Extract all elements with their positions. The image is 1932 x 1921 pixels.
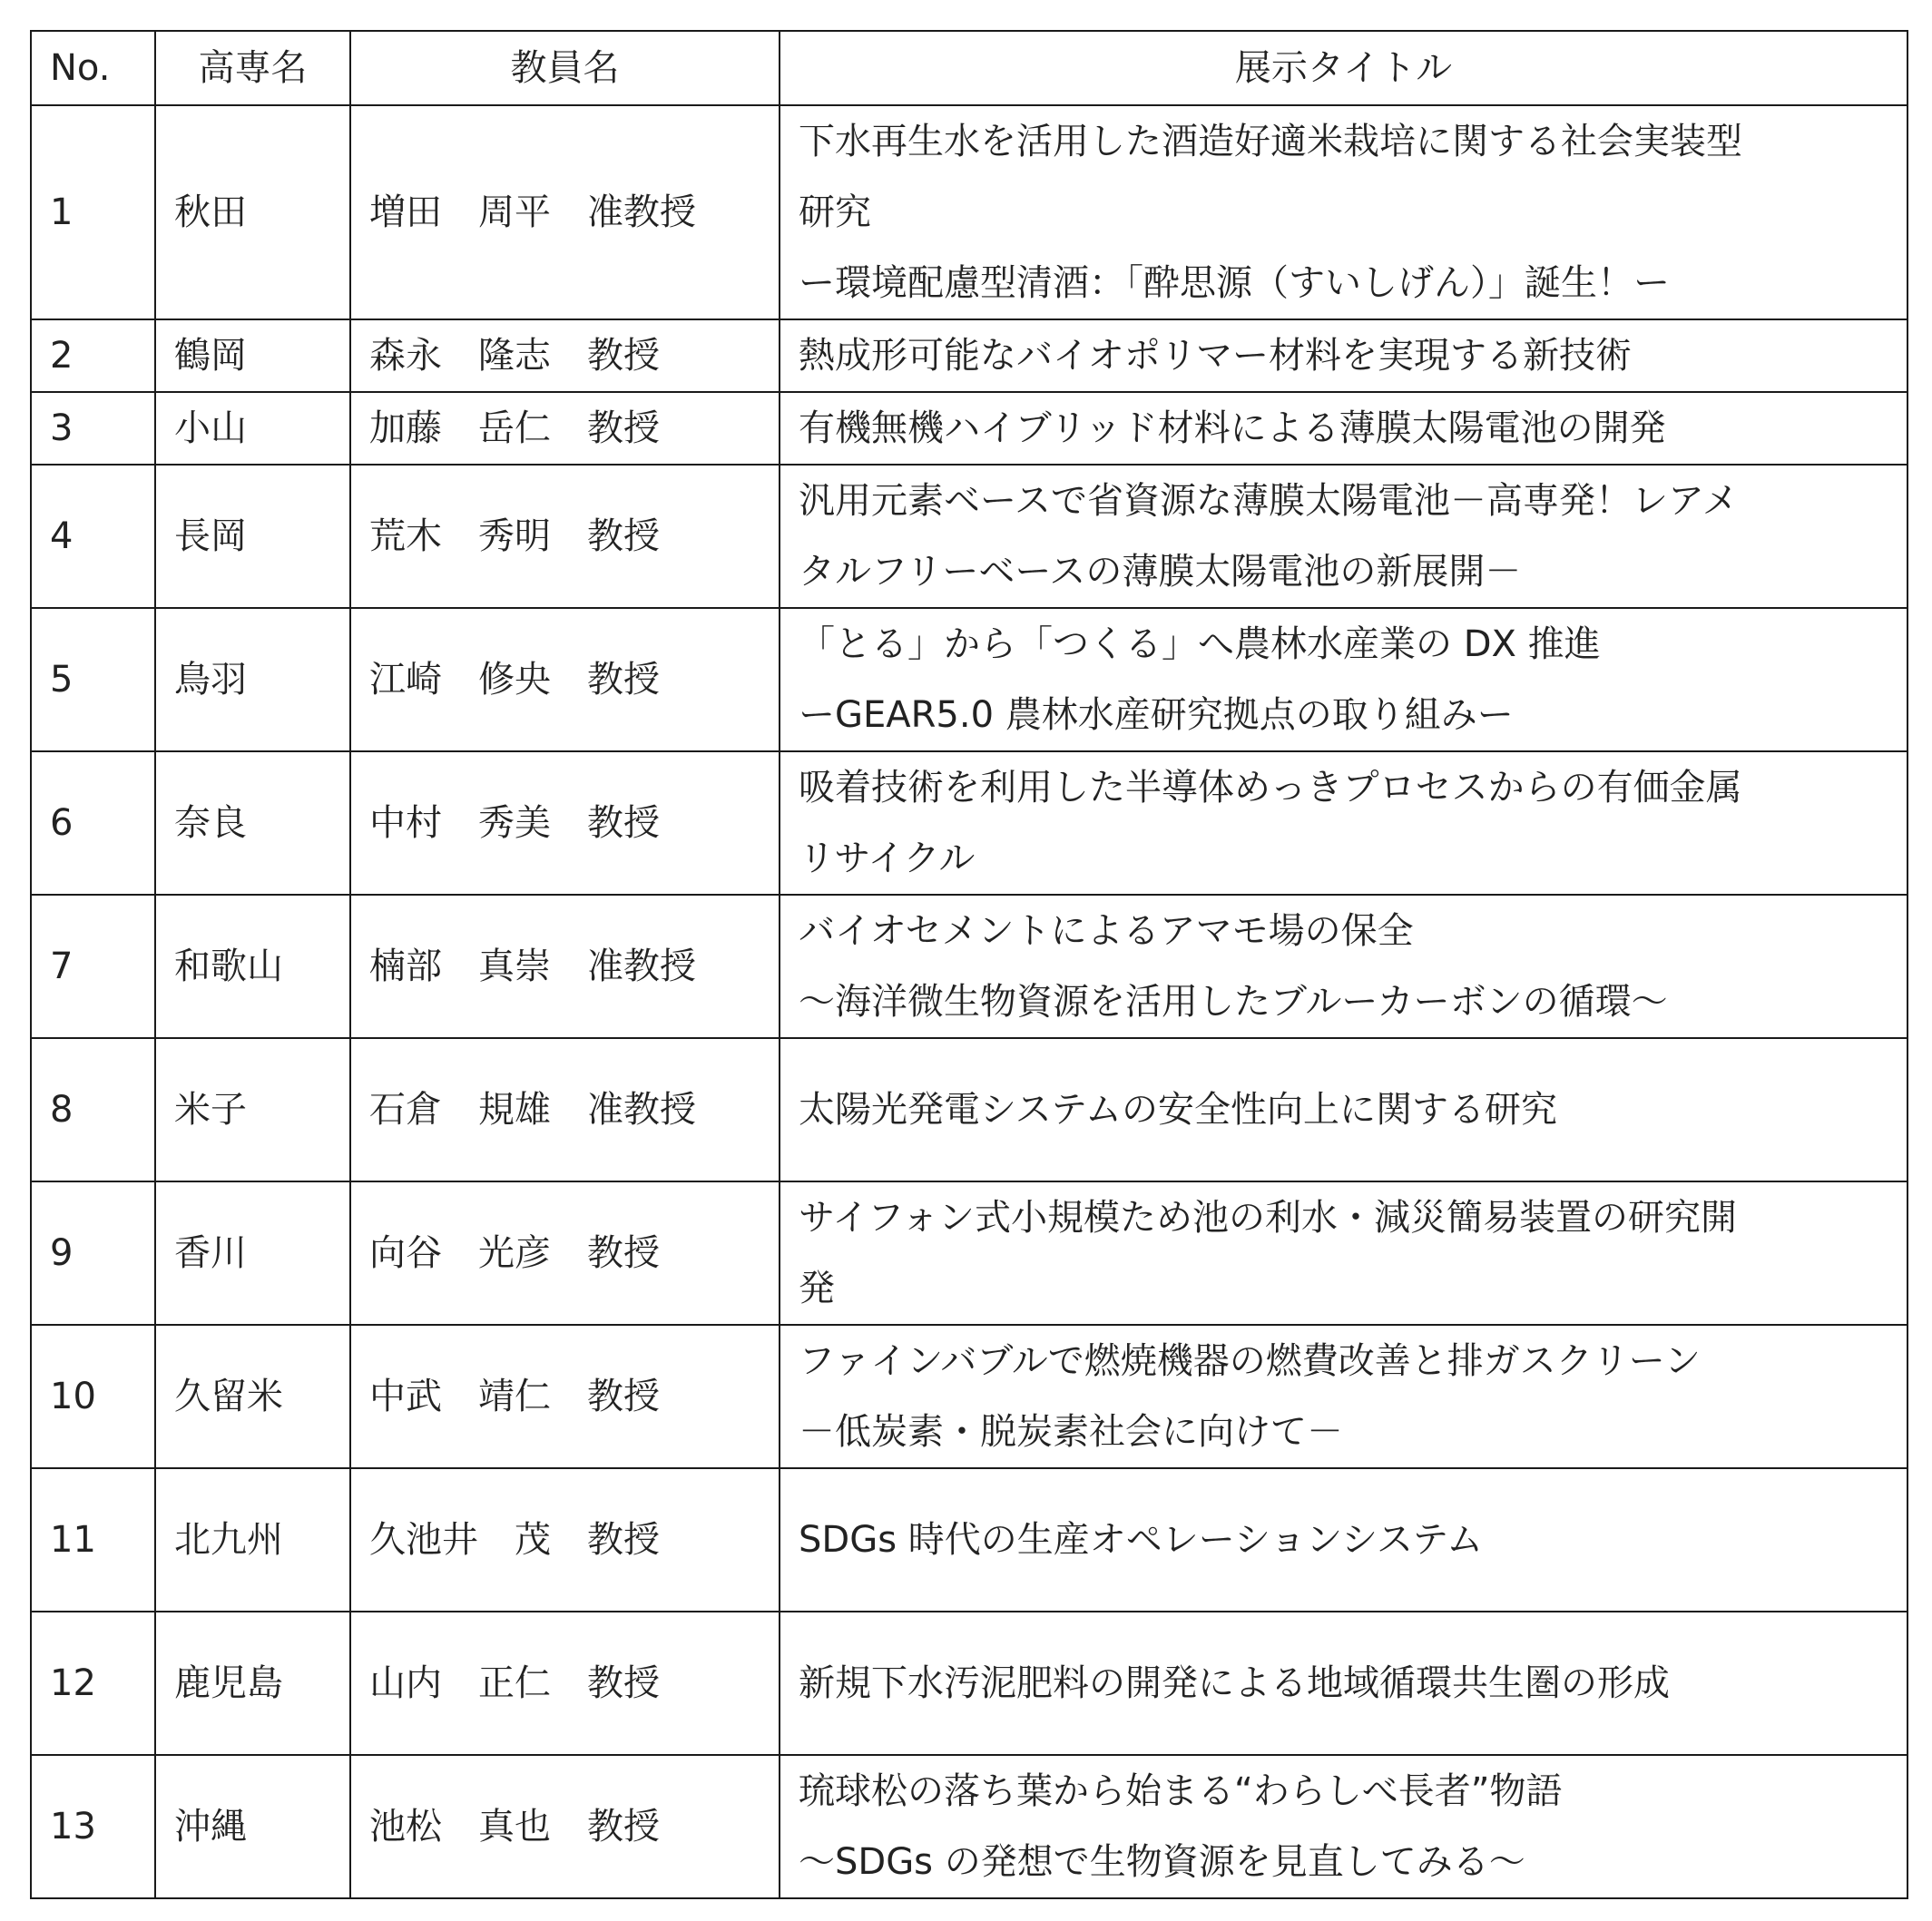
cell-school: 鶴岡 xyxy=(155,319,350,392)
cell-teacher: 加藤 岳仁 教授 xyxy=(350,392,780,465)
title-line: 有機無機ハイブリッド材料による薄膜太陽電池の開発 xyxy=(799,407,1666,449)
table-row xyxy=(31,751,1907,895)
cell-no: 8 xyxy=(31,1038,155,1181)
header-teacher: 教員名 xyxy=(350,31,780,105)
cell-teacher: 向谷 光彦 教授 xyxy=(350,1181,780,1325)
title-line: ー環境配慮型清酒：「酔思源（すいしげん）」誕生！ー xyxy=(799,262,1670,304)
cell-title xyxy=(780,465,1907,608)
cell-teacher: 増田 周平 准教授 xyxy=(350,105,780,319)
title-line: ～海洋微生物資源を活用したブルーカーボンの循環～ xyxy=(799,981,1668,1023)
header-no: No. xyxy=(31,31,155,105)
cell-no: 1 xyxy=(31,105,155,319)
table-row xyxy=(31,465,1907,608)
cell-title xyxy=(780,105,1907,319)
title-line: ーGEAR5.0 農林水産研究拠点の取り組みー xyxy=(799,694,1514,736)
cell-teacher: 楠部 真崇 准教授 xyxy=(350,895,780,1038)
title-line: SDGs 時代の生産オペレーションシステム xyxy=(799,1519,1484,1561)
cell-no: 9 xyxy=(31,1181,155,1325)
table-row xyxy=(31,608,1907,751)
cell-no: 3 xyxy=(31,392,155,465)
cell-school: 長岡 xyxy=(155,465,350,608)
cell-school: 鳥羽 xyxy=(155,608,350,751)
cell-school: 北九州 xyxy=(155,1468,350,1612)
cell-title xyxy=(780,1038,1907,1181)
cell-teacher: 池松 真也 教授 xyxy=(350,1755,780,1898)
cell-title xyxy=(780,1325,1907,1468)
header-row xyxy=(31,31,1907,105)
cell-teacher: 江崎 修央 教授 xyxy=(350,608,780,751)
table-row xyxy=(31,392,1907,465)
title-line: 発 xyxy=(799,1268,835,1309)
table-row xyxy=(31,105,1907,319)
cell-no: 2 xyxy=(31,319,155,392)
title-line: 研究 xyxy=(799,191,871,233)
cell-title xyxy=(780,392,1907,465)
cell-teacher: 森永 隆志 教授 xyxy=(350,319,780,392)
cell-teacher: 山内 正仁 教授 xyxy=(350,1612,780,1755)
table-header xyxy=(31,31,1907,105)
cell-title xyxy=(780,895,1907,1038)
cell-no: 13 xyxy=(31,1755,155,1898)
cell-school: 鹿児島 xyxy=(155,1612,350,1755)
title-line: 下水再生水を活用した酒造好適米栽培に関する社会実装型 xyxy=(799,121,1742,162)
title-line: 吸着技術を利用した半導体めっきプロセスからの有価金属 xyxy=(799,767,1742,809)
cell-no: 11 xyxy=(31,1468,155,1612)
title-line: ～SDGs の発想で生物資源を見直してみる～ xyxy=(799,1841,1525,1883)
cell-title xyxy=(780,608,1907,751)
cell-no: 12 xyxy=(31,1612,155,1755)
title-line: 太陽光発電システムの安全性向上に関する研究 xyxy=(799,1089,1557,1131)
document xyxy=(30,30,1907,1897)
cell-teacher: 中武 靖仁 教授 xyxy=(350,1325,780,1468)
cell-school: 秋田 xyxy=(155,105,350,319)
cell-no: 6 xyxy=(31,751,155,895)
table-row xyxy=(31,1038,1907,1181)
cell-title xyxy=(780,319,1907,392)
title-line: タルフリーベースの薄膜太陽電池の新展開－ xyxy=(799,551,1522,593)
table-row xyxy=(31,1325,1907,1468)
title-line: －低炭素・脱炭素社会に向けて－ xyxy=(799,1411,1343,1453)
cell-teacher: 久池井 茂 教授 xyxy=(350,1468,780,1612)
cell-school: 香川 xyxy=(155,1181,350,1325)
cell-title xyxy=(780,1181,1907,1325)
title-line: 新規下水汚泥肥料の開発による地域循環共生圏の形成 xyxy=(799,1662,1670,1704)
table-row xyxy=(31,1468,1907,1612)
cell-title xyxy=(780,751,1907,895)
table-row xyxy=(31,1612,1907,1755)
cell-teacher: 石倉 規雄 准教授 xyxy=(350,1038,780,1181)
cell-teacher: 中村 秀美 教授 xyxy=(350,751,780,895)
title-line: 「とる」から「つくる」へ農林水産業の DX 推進 xyxy=(799,623,1601,665)
cell-school: 米子 xyxy=(155,1038,350,1181)
cell-school: 奈良 xyxy=(155,751,350,895)
cell-school: 和歌山 xyxy=(155,895,350,1038)
cell-no: 5 xyxy=(31,608,155,751)
table-row xyxy=(31,319,1907,392)
table-row xyxy=(31,895,1907,1038)
title-line: 琉球松の落ち葉から始まる“わらしべ長者”物語 xyxy=(799,1770,1563,1812)
header-title: 展示タイトル xyxy=(780,31,1907,105)
table-body xyxy=(31,105,1907,1898)
header-school: 高専名 xyxy=(155,31,350,105)
title-line: サイフォン式小規模ため池の利水・減災簡易装置の研究開 xyxy=(799,1197,1737,1239)
title-line: 汎用元素ベースで省資源な薄膜太陽電池－高専発！レアメ xyxy=(799,480,1739,522)
exhibit-table xyxy=(30,30,1908,1899)
cell-teacher: 荒木 秀明 教授 xyxy=(350,465,780,608)
title-line: 熱成形可能なバイオポリマー材料を実現する新技術 xyxy=(799,335,1632,377)
title-line: ファインバブルで燃焼機器の燃費改善と排ガスクリーン xyxy=(799,1340,1701,1382)
table-row xyxy=(31,1755,1907,1898)
cell-title xyxy=(780,1755,1907,1898)
title-line: バイオセメントによるアマモ場の保全 xyxy=(799,910,1414,952)
cell-school: 沖縄 xyxy=(155,1755,350,1898)
cell-school: 久留米 xyxy=(155,1325,350,1468)
cell-school: 小山 xyxy=(155,392,350,465)
table-row xyxy=(31,1181,1907,1325)
title-line: リサイクル xyxy=(799,838,976,879)
cell-title xyxy=(780,1468,1907,1612)
cell-title xyxy=(780,1612,1907,1755)
cell-no: 10 xyxy=(31,1325,155,1468)
cell-no: 4 xyxy=(31,465,155,608)
cell-no: 7 xyxy=(31,895,155,1038)
